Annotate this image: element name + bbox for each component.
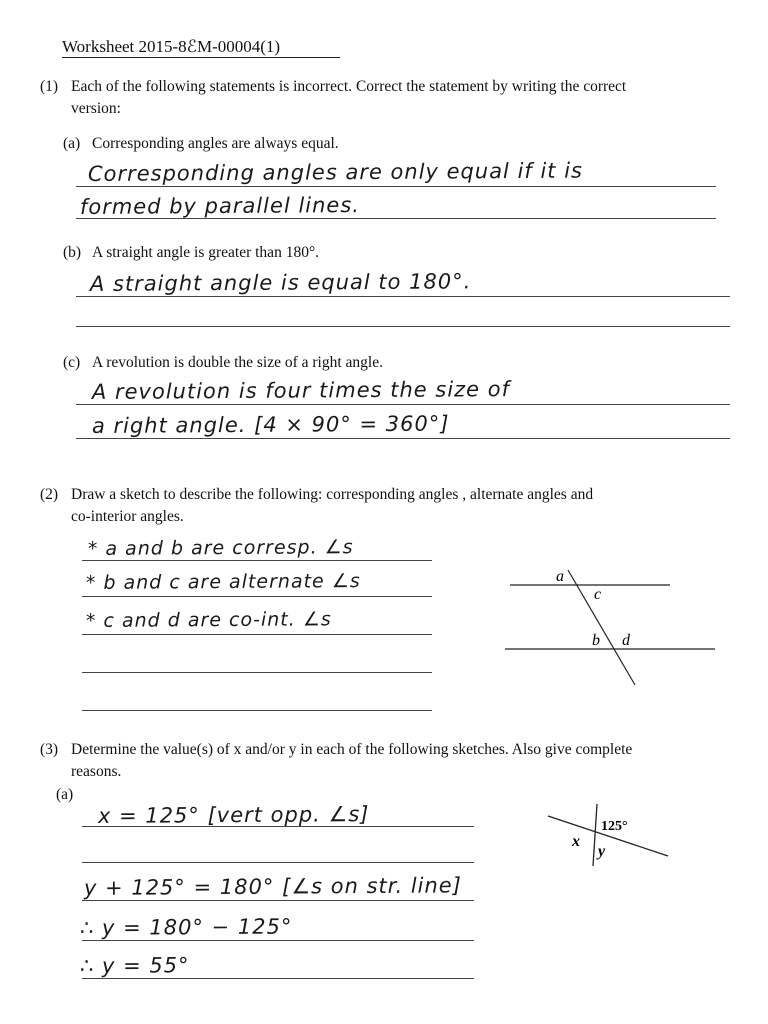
- answer-rule: [82, 900, 474, 901]
- q2-answer-line3: * c and d are co-int. ∠s: [85, 608, 332, 632]
- q1-prompt-line1: Each of the following statements is incorrect. Correct the statement by writing the correct: [71, 78, 627, 95]
- near-vertical-line: [593, 804, 597, 866]
- sketch-label-c: c: [594, 586, 602, 603]
- answer-rule: [82, 940, 474, 941]
- q1a-statement: Corresponding angles are always equal.: [92, 135, 339, 152]
- answer-rule: [82, 978, 474, 979]
- q3a-answer-line4: ∴ y = 55°: [79, 953, 190, 978]
- sketch-label-a: a: [556, 568, 564, 585]
- q3-number: (3): [40, 741, 59, 758]
- q2-answer-line2: * b and c are alternate ∠s: [85, 570, 361, 594]
- answer-rule: [82, 560, 432, 561]
- q3a-answer-line2: y + 125° = 180° [∠s on str. line]: [83, 873, 462, 900]
- q3-prompt-line1: Determine the value(s) of x and/or y in each of the following sketches. Also give complete: [71, 741, 633, 758]
- q1c-answer-line1: A revolution is four times the size of: [91, 377, 511, 404]
- q3a-label: (a): [56, 786, 74, 803]
- q2-prompt-line2: co-interior angles.: [71, 508, 184, 525]
- q2-answer-line1: * a and b are corresp. ∠s: [87, 536, 354, 560]
- answer-rule: [82, 826, 474, 827]
- angle-label-x: x: [572, 833, 580, 850]
- q1c-statement: A revolution is double the size of a right angle.: [92, 354, 383, 371]
- angle-label-y: y: [598, 843, 606, 860]
- worksheet-title: Worksheet 2015-8ℰM-00004(1): [62, 37, 281, 56]
- answer-rule: [82, 862, 474, 863]
- q1a-answer-line2: formed by parallel lines.: [79, 193, 361, 219]
- q1c-label: (c): [63, 354, 81, 371]
- q3a-answer-line3: ∴ y = 180° − 125°: [79, 914, 293, 940]
- answer-rule: [76, 218, 716, 219]
- answer-rule: [76, 326, 730, 327]
- transversal-line: [568, 570, 635, 685]
- answer-rule: [82, 634, 432, 635]
- q1b-label: (b): [63, 244, 82, 261]
- title-underline: [62, 57, 340, 58]
- angle-label-125: 125°: [601, 819, 628, 834]
- sketch-label-b: b: [592, 632, 600, 649]
- q1-prompt-line2: version:: [71, 100, 121, 117]
- answer-rule: [76, 438, 730, 439]
- q3a-answer-line1: x = 125° [vert opp. ∠s]: [97, 802, 370, 828]
- sketch-label-d: d: [622, 632, 630, 649]
- answer-rule: [82, 596, 432, 597]
- answer-rule: [82, 672, 432, 673]
- q3a-intersecting-lines-sketch: [540, 800, 680, 870]
- q2-prompt-line1: Draw a sketch to describe the following: corresponding angles , alternate angles and: [71, 486, 594, 503]
- q2-parallel-lines-sketch: [500, 565, 730, 690]
- q1c-answer-line2: a right angle. [4 × 90° = 360°]: [91, 411, 450, 438]
- q1b-answer-line1: A straight angle is equal to 180°.: [89, 269, 472, 296]
- answer-rule: [76, 186, 716, 187]
- q3-prompt-line2: reasons.: [71, 763, 122, 780]
- q1a-label: (a): [63, 135, 81, 152]
- answer-rule: [82, 710, 432, 711]
- q1a-answer-line1: Corresponding angles are only equal if it is: [87, 158, 584, 186]
- q1-number: (1): [40, 78, 59, 95]
- answer-rule: [76, 296, 730, 297]
- q2-number: (2): [40, 486, 59, 503]
- q1b-statement: A straight angle is greater than 180°.: [92, 244, 320, 261]
- answer-rule: [76, 404, 730, 405]
